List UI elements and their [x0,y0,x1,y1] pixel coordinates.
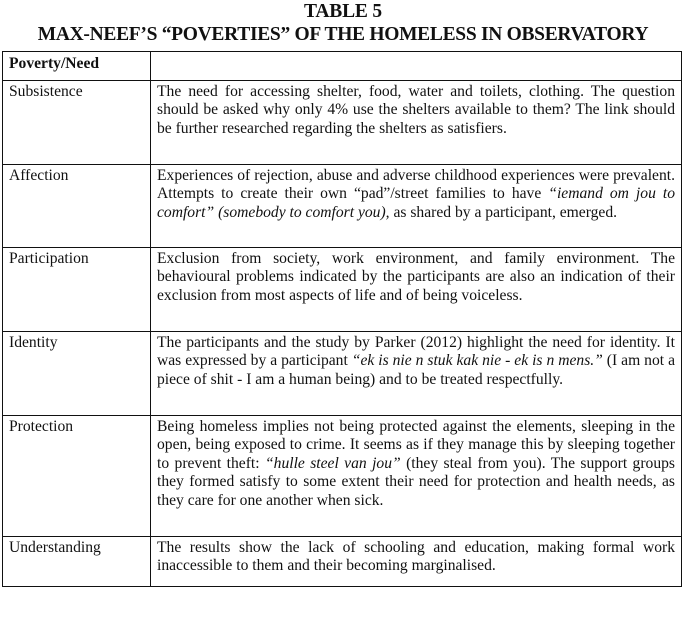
need-cell-affection: Affection [3,164,151,247]
description-cell-subsistence [151,80,682,164]
poverty-needs-table [2,51,682,587]
description-text: (I am not a piece of shit - I am a human being) and to be treated respectfully. [157,352,675,388]
description-text: (they steal from you). The support groups they formed satisfy to some extent their need for protection and health needs, as they care for one another when sick. [157,454,676,509]
description-text: Experiences of rejection, abuse and adverse childhood experiences were prevalent. Attempts to create their own “pad”/street families to have [157,166,675,202]
table-title: MAX-NEEF’S “POVERTIES” OF THE HOMELESS IN OBSERVATORY [37,24,649,45]
need-cell-identity: Identity [3,331,151,415]
table-header-row [3,52,682,81]
quoted-text: “hulle steel van jou” [264,454,401,472]
table-number: TABLE 5 [304,1,382,22]
table-row [3,247,682,331]
table-row [3,164,682,247]
quoted-text: “ek is nie n stuk kak nie - ek is n mens.” [351,352,603,369]
need-cell-understanding: Understanding [3,536,151,586]
header-label-poverty-need: Poverty/Need [9,55,100,72]
description-text: as shared by a participant, emerged. [389,203,618,221]
description-cell-participation [151,247,682,331]
description-cell-protection [151,415,682,536]
need-cell-protection: Protection [3,415,151,536]
description-cell-affection [151,164,682,247]
table-row [3,80,682,164]
table-row [3,331,682,415]
need-cell-subsistence: Subsistence [3,80,151,164]
description-text: Being homeless implies not being protected against the elements, sleeping in the open, being exposed to crime. It seems as if they manage this by sleeping together to prevent theft: [157,417,675,472]
description-text: The participants and the study by Parker (2012) highlight the need for identity. It was expressed by a participant [157,333,675,369]
description-cell-understanding [151,536,682,586]
table-row [3,415,682,536]
table-row [3,536,682,586]
header-cell-need [3,52,151,81]
description-text: Exclusion from society, work environment, and family environment. The behavioural problems indicated by the participants are also an indication of their exclusion from most aspects of life and of being voiceless. [157,249,675,304]
description-text: The need for accessing shelter, food, water and toilets, clothing. The question should be asked why only 4% use the shelters available to them? The link should be further researched regarding the shelters as satisfiers. [157,82,675,137]
description-text: The results show the lack of schooling and education, making formal work inaccessible to them and their becoming marginalised. [157,538,675,574]
quoted-text: “iemand om jou to comfort” (somebody to comfort you), [157,185,675,221]
header-cell-description [151,52,682,81]
need-cell-participation: Participation [3,247,151,331]
description-cell-identity [151,331,682,415]
